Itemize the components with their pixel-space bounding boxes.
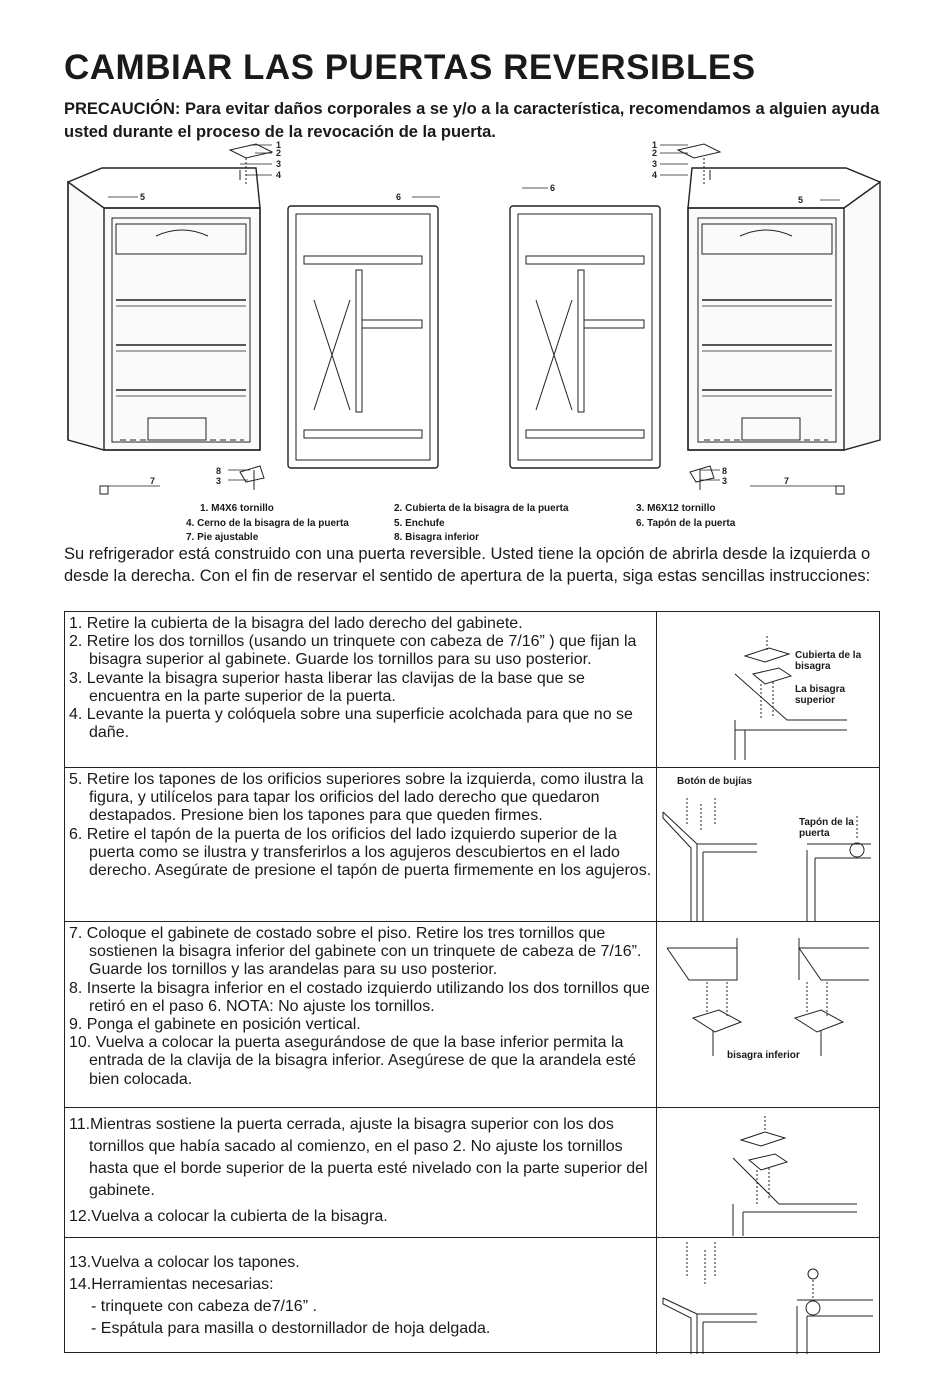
callout-3b-left: 3 xyxy=(216,476,222,486)
callout-3b-right: 3 xyxy=(722,476,728,486)
left-cabinet-drawing xyxy=(68,168,260,450)
step-14-tool-1: - trinquete con cabeza de7/16” . xyxy=(91,1298,317,1315)
hinge-reinstall-illustration xyxy=(657,1108,879,1237)
steps-table xyxy=(64,611,880,1353)
legend-item-7: 7. Pie ajustable xyxy=(186,532,259,543)
callout-4-right: 4 xyxy=(652,170,658,180)
callout-6-left: 6 xyxy=(396,192,402,202)
legend-item-1: 1. M4X6 tornillo xyxy=(200,503,274,514)
callout-6-right: 6 xyxy=(550,183,556,193)
step-7: 7. Coloque el gabinete de costado sobre el piso. Retire los tres tornillos que sostienen la bisagra inferior del gabinete con un trinquete de cabeza de 7/16”. Guarde los tornillos y las arandelas para su uso posterior. xyxy=(69,925,642,979)
step-11: 11.Mientras sostiene la puerta cerrada, ajuste la bisagra superior con los dos tornillos que había sacado al comienzo, en el paso 2. No ajuste los tornillos hasta que el borde superior de la puerta esté nivelado con la parte superior del gabinete. xyxy=(69,1116,648,1199)
step-2: 2. Retire los dos tornillos (usando un trinquete con cabeza de 7/16” ) que fijan la bisagra superior al gabinete. Guarde los tornillos para su uso posterior. xyxy=(69,633,637,669)
callout-2-right: 2 xyxy=(652,148,658,158)
legend-item-5: 5. Enchufe xyxy=(394,518,445,529)
callout-3-right: 3 xyxy=(652,159,658,169)
step-4: 4. Levante la puerta y colóquela sobre una superficie acolchada para que no se dañe. xyxy=(69,706,633,742)
callout-7-right: 7 xyxy=(784,476,790,486)
steps-row-4 xyxy=(65,1108,879,1238)
page-title: CAMBIAR LAS PUERTAS REVERSIBLES xyxy=(64,48,756,87)
caution-note: PRECAUCIÓN: Para evitar daños corporales a se y/o a la característica, recomendamos a alguien ayuda usted durante el proceso de la revocación de la puerta. xyxy=(64,100,880,141)
step-14-tool-2: - Espátula para masilla o destornillador de hoja delgada. xyxy=(91,1320,491,1337)
label-lower-hinge: bisagra inferior xyxy=(727,1050,800,1061)
legend-item-8: 8. Bisagra inferior xyxy=(394,532,480,543)
steps-row-3 xyxy=(65,922,879,1108)
top-hinge-parts xyxy=(230,144,720,184)
legend-item-3: 3. M6X12 tornillo xyxy=(636,503,716,514)
hinge-reinstall-drawing xyxy=(657,1108,879,1238)
plug-transfer-illustration xyxy=(657,768,879,921)
step-14: 14.Herramientas necesarias: xyxy=(69,1276,274,1293)
upper-hinge-illustration xyxy=(657,612,879,767)
legend-item-4: 4. Cerno de la bisagra de la puerta xyxy=(186,518,349,529)
callout-8-left: 8 xyxy=(216,466,222,476)
legend-item-6: 6. Tapón de la puerta xyxy=(636,518,736,529)
callout-5-right: 5 xyxy=(798,195,804,205)
plug-reinstall-illustration xyxy=(657,1238,879,1354)
steps-row-4-text xyxy=(65,1108,657,1237)
step-8: 8. Inserte la bisagra inferior en el costado izquierdo utilizando los dos tornillos que retiró en el paso 6. NOTA: No ajuste los tornillos. xyxy=(69,979,650,1015)
lower-hinge-drawing xyxy=(657,922,879,1108)
step-1: 1. Retire la cubierta de la bisagra del lado derecho del gabinete. xyxy=(69,615,523,632)
steps-row-5-text xyxy=(65,1238,657,1354)
callout-3-left: 3 xyxy=(276,159,282,169)
step-6: 6. Retire el tapón de la puerta de los orificios del lado izquierdo superior de la puerta como se ilustra y transferirlos a los agujeros descubiertos en el lado derecho. Asegúrate de presione el tapón de puerta firmemente en los agujeros. xyxy=(69,825,652,880)
label-upper-hinge: La bisagra superior xyxy=(795,684,846,706)
step-12: 12.Vuelva a colocar la cubierta de la bisagra. xyxy=(69,1208,388,1225)
bottom-hinge-parts xyxy=(100,466,844,494)
steps-row-2-text xyxy=(65,768,657,921)
label-door-plug: Tapón de la puerta xyxy=(799,817,854,839)
step-13: 13.Vuelva a colocar los tapones. xyxy=(69,1254,300,1271)
intro-paragraph: Su refrigerador está construido con una puerta reversible. Usted tiene la opción de abrirla desde la izquierda o desde la derecha. Con el fin de reservar el sentido de apertura de la puerta, siga estas sencillas instrucciones: xyxy=(64,545,871,585)
steps-row-3-text xyxy=(65,922,657,1107)
plug-reinstall-drawing xyxy=(657,1238,879,1354)
callout-8-right: 8 xyxy=(722,466,728,476)
callout-5-left: 5 xyxy=(140,192,146,202)
lower-hinge-illustration xyxy=(657,922,879,1107)
callout-4-left: 4 xyxy=(276,170,282,180)
legend-item-2: 2. Cubierta de la bisagra de la puerta xyxy=(394,503,569,514)
right-cabinet-drawing xyxy=(688,168,880,450)
steps-row-1-text xyxy=(65,612,657,767)
label-plug-button: Botón de bujías xyxy=(677,776,752,787)
steps-row-2 xyxy=(65,768,879,922)
exploded-diagram xyxy=(60,140,890,540)
callout-2-left: 2 xyxy=(276,148,282,158)
step-3: 3. Levante la bisagra superior hasta liberar las clavijas de la base que se encuentra en la parte superior de la puerta. xyxy=(69,669,585,705)
plug-transfer-drawing xyxy=(657,768,879,922)
right-door-drawing xyxy=(510,206,660,468)
label-hinge-cover: Cubierta de la bisagra xyxy=(795,650,862,672)
step-5: 5. Retire los tapones de los orificios superiores sobre la izquierda, como ilustra la figura, y utilícelos para tapar los orificios del lado derecho que quedaron destapados. Presione bien los tapones para que queden firmes. xyxy=(69,771,644,825)
step-9: 9. Ponga el gabinete en posición vertical. xyxy=(69,1016,361,1034)
left-door-drawing xyxy=(288,206,438,468)
steps-row-1 xyxy=(65,612,879,768)
steps-row-5 xyxy=(65,1238,879,1354)
step-10: 10. Vuelva a colocar la puerta asegurándose de que la base inferior permita la entrada de la clavija de la bisagra inferior. Asegúrese de que la arandela esté bien colocada. xyxy=(69,1034,637,1088)
refrigerator-diagram xyxy=(60,140,890,540)
callout-1-right: 1 xyxy=(652,140,658,150)
callout-1-left: 1 xyxy=(276,140,282,150)
callout-7-left: 7 xyxy=(150,476,156,486)
